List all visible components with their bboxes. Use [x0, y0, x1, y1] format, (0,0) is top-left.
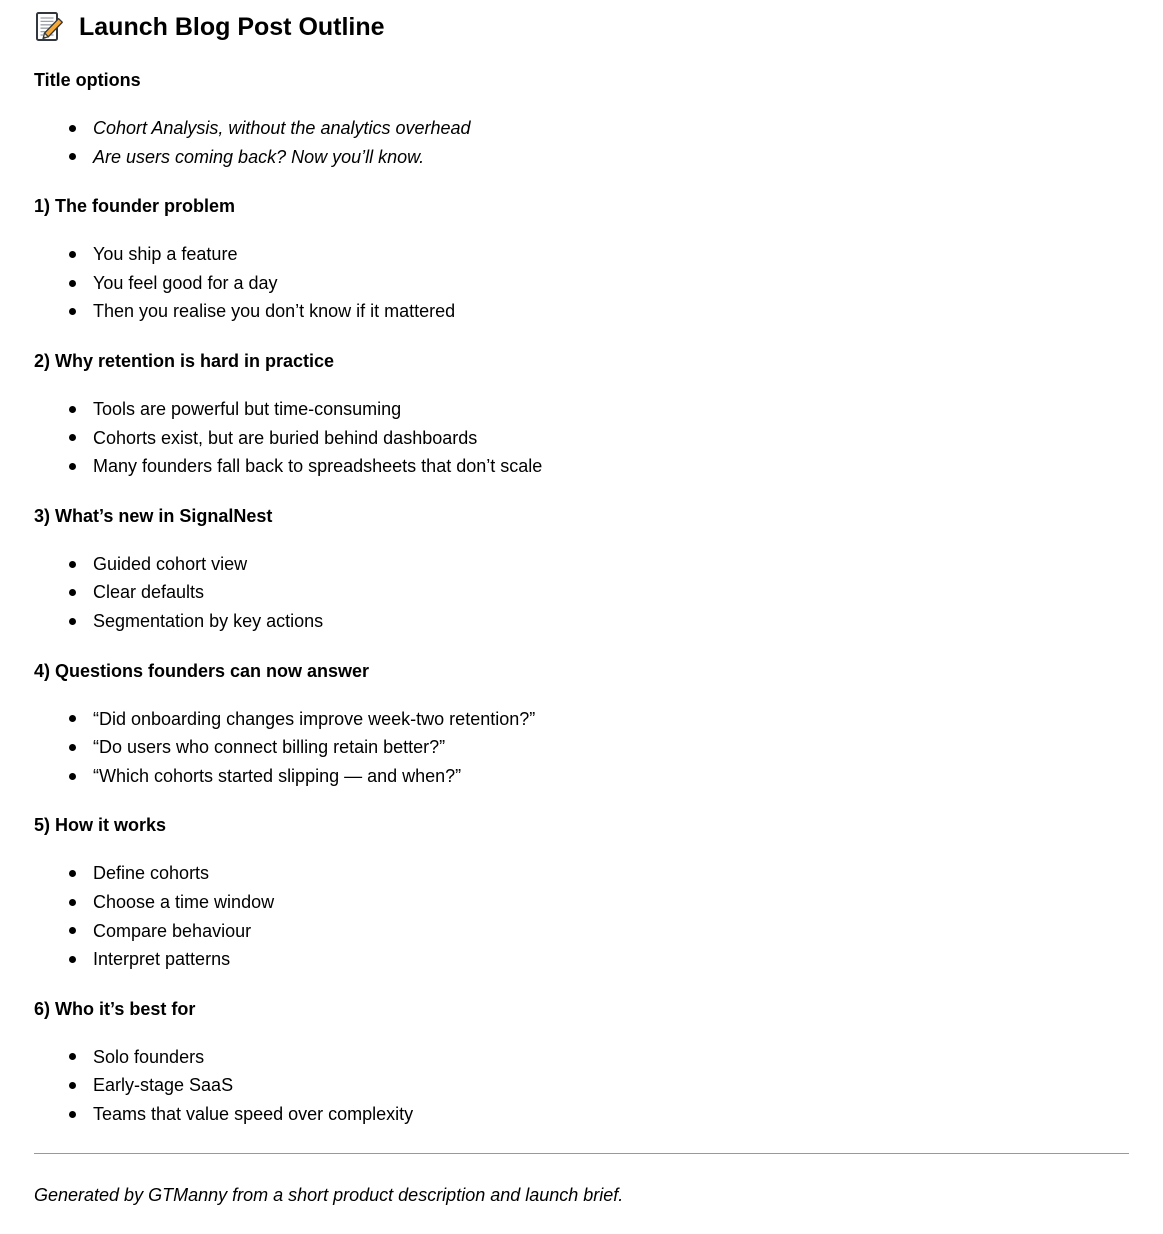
- section-list: [34, 859, 1129, 973]
- section-heading: 5) How it works: [34, 815, 167, 836]
- list-item: Define cohorts: [93, 859, 1129, 888]
- divider: [34, 1153, 1129, 1154]
- section-list: [34, 114, 1129, 171]
- list-item: You feel good for a day: [93, 269, 1129, 298]
- memo-icon: [34, 11, 66, 43]
- section-list: [34, 705, 1129, 791]
- list-item: You ship a feature: [93, 240, 1129, 269]
- list-item: Are users coming back? Now you’ll know.: [93, 143, 1129, 172]
- list-item: Cohort Analysis, without the analytics overhead: [93, 114, 1129, 143]
- page-title: [34, 10, 1129, 44]
- page-title-text: Launch Blog Post Outline: [79, 13, 385, 41]
- list-item: “Do users who connect billing retain better?”: [93, 733, 1129, 762]
- section-heading: 6) Who it’s best for: [34, 998, 196, 1019]
- list-item: Interpret patterns: [93, 945, 1129, 974]
- list-item: Guided cohort view: [93, 550, 1129, 579]
- list-item: Cohorts exist, but are buried behind dashboards: [93, 424, 1129, 453]
- section-list: [34, 550, 1129, 636]
- section-heading: 2) Why retention is hard in practice: [34, 350, 335, 371]
- list-item: Segmentation by key actions: [93, 607, 1129, 636]
- section-heading: 4) Questions founders can now answer: [34, 660, 370, 681]
- list-item: Tools are powerful but time-consuming: [93, 395, 1129, 424]
- list-item: Teams that value speed over complexity: [93, 1100, 1129, 1129]
- section-heading: Title options: [34, 70, 141, 90]
- footer-note: Generated by GTManny from a short product description and launch brief.: [34, 1185, 624, 1206]
- list-item: “Did onboarding changes improve week-two retention?”: [93, 705, 1129, 734]
- section-list: [34, 395, 1129, 481]
- list-item: Many founders fall back to spreadsheets that don’t scale: [93, 452, 1129, 481]
- list-item: Clear defaults: [93, 578, 1129, 607]
- list-item: Then you realise you don’t know if it mattered: [93, 297, 1129, 326]
- list-item: Compare behaviour: [93, 917, 1129, 946]
- section-list: [34, 1043, 1129, 1129]
- outline-sections: [34, 70, 1129, 1128]
- list-item: Solo founders: [93, 1043, 1129, 1072]
- section-heading: 1) The founder problem: [34, 196, 236, 217]
- section-heading: 3) What’s new in SignalNest: [34, 505, 273, 526]
- list-item: Choose a time window: [93, 888, 1129, 917]
- list-item: Early-stage SaaS: [93, 1071, 1129, 1100]
- list-item: “Which cohorts started slipping — and when?”: [93, 762, 1129, 791]
- section-list: [34, 240, 1129, 326]
